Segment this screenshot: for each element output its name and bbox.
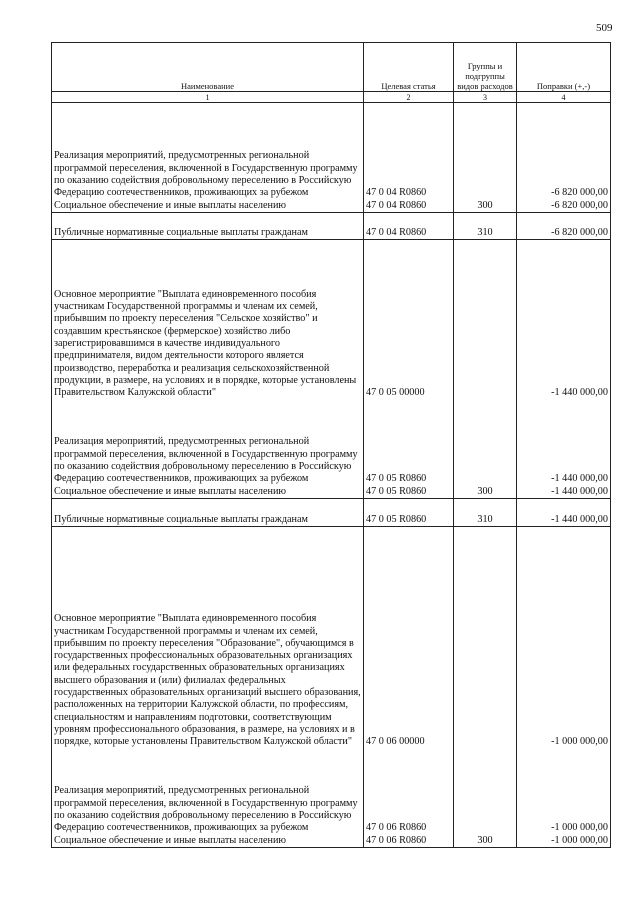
row-code: 47 0 05 R0860: [364, 400, 454, 486]
table-row: [52, 499, 611, 527]
header-amount: Поправки (+,-): [517, 43, 611, 92]
table-row: [52, 749, 611, 835]
row-name: Реализация мероприятий, предусмотренных региональной программой переселения, включенной в Государственную программу по оказанию содействия добровольному переселению в Российскую Федерацию соотечественников, проживающих за рубежом: [52, 400, 364, 486]
row-code: 47 0 04 R0860: [364, 213, 454, 240]
row-name: Основное мероприятие "Выплата единовременного пособия участникам Государственной программы и членам их семей, прибывшим по проекту переселения "Образование", обучающимся в государственных профессиональных образовательных организациях или федеральных государственных образовательных организациях высшего образования и (или) филиалах федеральных государственных образовательных организаций высшего образования, расположенных на территории Калужской области, по профессиям, специальностям и направлениям подготовки, соответствующим уровням профессионального образования, в размере, на условиях и в порядке, которые установлены Правительством Калужской области": [52, 527, 364, 749]
row-amount: -1 440 000,00: [517, 486, 611, 499]
row-amount: -1 440 000,00: [517, 400, 611, 486]
row-code: 47 0 06 R0860: [364, 749, 454, 835]
row-name: Социальное обеспечение и иные выплаты населению: [52, 835, 364, 848]
column-number: 2: [364, 92, 454, 103]
row-group: 310: [454, 499, 517, 527]
row-group: 300: [454, 486, 517, 499]
header-name: Наименование: [52, 43, 364, 92]
row-name: Социальное обеспечение и иные выплаты населению: [52, 486, 364, 499]
row-name: Публичные нормативные социальные выплаты гражданам: [52, 213, 364, 240]
row-amount: -1 000 000,00: [517, 527, 611, 749]
column-number-row: [52, 92, 611, 103]
row-name: Публичные нормативные социальные выплаты гражданам: [52, 499, 364, 527]
row-amount: -1 440 000,00: [517, 240, 611, 400]
row-name: Основное мероприятие "Выплата единовременного пособия участникам Государственной программы и членам их семей, прибывшим по проекту переселения "Сельское хозяйство" и создавшим крестьянское (фермерское) хозяйство либо зарегистрировавшимся в качестве индивидуального предпринимателя, видом деятельности которого является производство, переработка и реализация сельскохозяйственной продукции, в размере, на условиях и в порядке, которые установлены Правительством Калужской области": [52, 240, 364, 400]
column-number: 1: [52, 92, 364, 103]
table-row: [52, 103, 611, 200]
header-row: [52, 43, 611, 92]
row-amount: -6 820 000,00: [517, 200, 611, 213]
row-name: Реализация мероприятий, предусмотренных региональной программой переселения, включенной в Государственную программу по оказанию содействия добровольному переселению в Российскую Федерацию соотечественников, проживающих за рубежом: [52, 103, 364, 200]
table-row: [52, 835, 611, 848]
row-amount: -1 440 000,00: [517, 499, 611, 527]
row-name: Реализация мероприятий, предусмотренных региональной программой переселения, включенной в Государственную программу по оказанию содействия добровольному переселению в Российскую Федерацию соотечественников, проживающих за рубежом: [52, 749, 364, 835]
row-code: 47 0 05 R0860: [364, 486, 454, 499]
header-target: Целевая статья: [364, 43, 454, 92]
row-code: 47 0 04 R0860: [364, 200, 454, 213]
table-row: [52, 213, 611, 240]
row-group: [454, 103, 517, 200]
row-name: Социальное обеспечение и иные выплаты населению: [52, 200, 364, 213]
row-amount: -1 000 000,00: [517, 835, 611, 848]
row-amount: -6 820 000,00: [517, 213, 611, 240]
table-row: [52, 400, 611, 486]
row-code: 47 0 04 R0860: [364, 103, 454, 200]
budget-table: [51, 42, 611, 848]
row-code: 47 0 05 00000: [364, 240, 454, 400]
row-code: 47 0 06 00000: [364, 527, 454, 749]
column-number: 3: [454, 92, 517, 103]
row-code: 47 0 05 R0860: [364, 499, 454, 527]
row-group: 300: [454, 200, 517, 213]
row-group: [454, 240, 517, 400]
row-group: 310: [454, 213, 517, 240]
row-group: [454, 527, 517, 749]
column-number: 4: [517, 92, 611, 103]
page-number: 509: [596, 22, 613, 34]
table-row: [52, 200, 611, 213]
table-row: [52, 240, 611, 400]
row-amount: -6 820 000,00: [517, 103, 611, 200]
table-row: [52, 527, 611, 749]
row-group: [454, 749, 517, 835]
row-code: 47 0 06 R0860: [364, 835, 454, 848]
header-group: Группы и подгруппы видов расходов: [454, 43, 517, 92]
row-group: 300: [454, 835, 517, 848]
row-group: [454, 400, 517, 486]
row-amount: -1 000 000,00: [517, 749, 611, 835]
table-row: [52, 486, 611, 499]
